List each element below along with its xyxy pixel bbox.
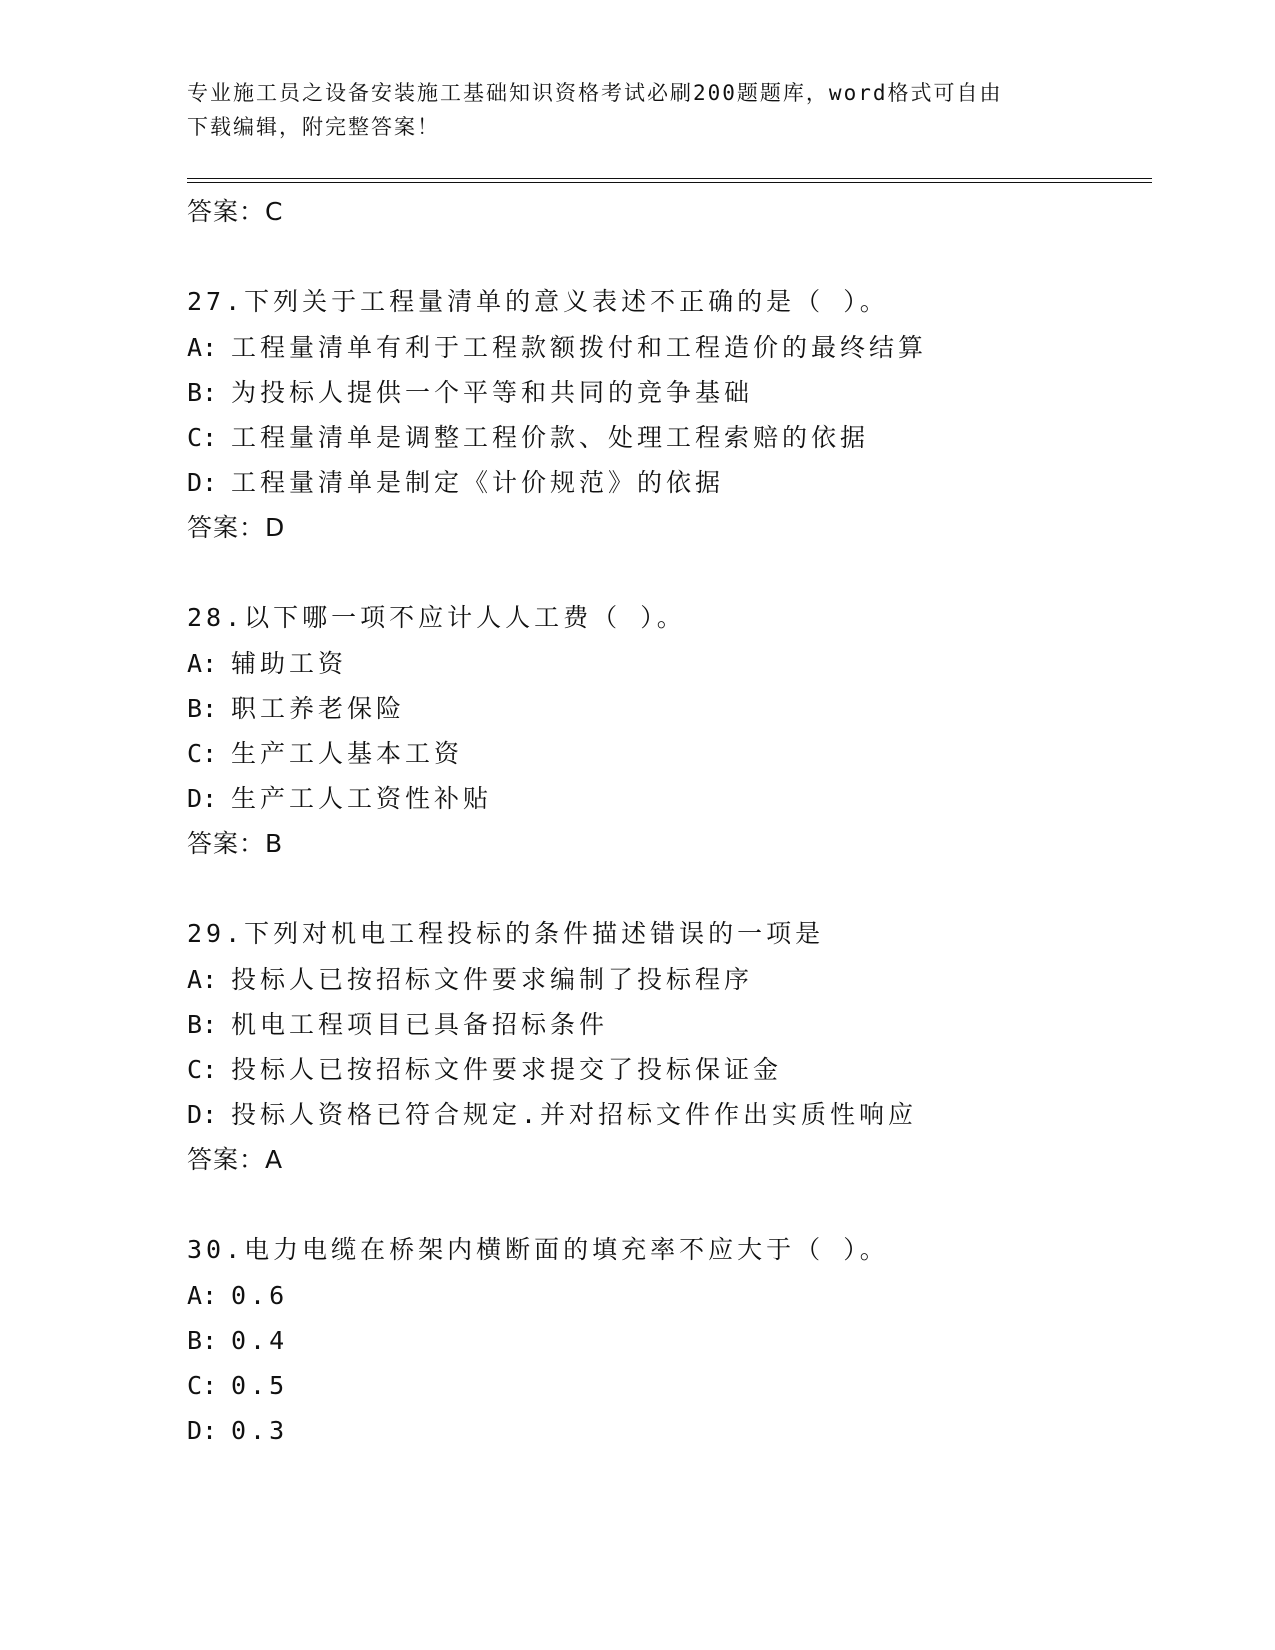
option-text: 0.5	[231, 1371, 289, 1400]
option-key: C:	[187, 1055, 218, 1084]
option-b	[187, 1318, 1152, 1363]
header-rule-bottom	[187, 182, 1152, 183]
option-key: C:	[187, 1371, 218, 1400]
option-d	[187, 776, 1152, 821]
option-a	[187, 957, 1152, 1002]
option-text: 为投标人提供一个平等和共同的竞争基础	[231, 378, 754, 407]
option-text: 投标人已按招标文件要求编制了投标程序	[231, 965, 754, 994]
answer: 答案：A	[187, 1145, 284, 1174]
option-a	[187, 325, 1152, 370]
option-c	[187, 1047, 1152, 1092]
option-a	[187, 1273, 1152, 1318]
option-key: B:	[187, 1326, 218, 1355]
option-key: D:	[187, 1100, 218, 1129]
option-d	[187, 460, 1152, 505]
option-d	[187, 1408, 1152, 1453]
option-text: 工程量清单是制定《计价规范》的依据	[231, 468, 725, 497]
question-27	[187, 279, 1152, 551]
option-text: 生产工人工资性补贴	[231, 784, 493, 813]
option-text: 工程量清单有利于工程款额拨付和工程造价的最终结算	[231, 333, 928, 362]
question-text: 27.下列关于工程量清单的意义表述不正确的是（ ）。	[187, 287, 889, 316]
question-28	[187, 595, 1152, 867]
option-text: 工程量清单是调整工程价款、处理工程索赔的依据	[231, 423, 870, 452]
option-key: D:	[187, 468, 218, 497]
option-key: B:	[187, 1010, 218, 1039]
question-30	[187, 1227, 1152, 1453]
question-29	[187, 911, 1152, 1183]
option-c	[187, 731, 1152, 776]
question-list	[187, 189, 1152, 1453]
option-text: 职工养老保险	[231, 694, 406, 723]
question-text: 29.下列对机电工程投标的条件描述错误的一项是	[187, 919, 825, 948]
option-b	[187, 1002, 1152, 1047]
question-text: 28.以下哪一项不应计人人工费（ ）。	[187, 603, 686, 632]
option-text: 辅助工资	[231, 649, 348, 678]
answer: 答案：B	[187, 829, 284, 858]
header-line-1: 专业施工员之设备安装施工基础知识资格考试必刷200题题库，word格式可自由	[187, 81, 1003, 105]
option-key: B:	[187, 694, 218, 723]
option-key: D:	[187, 784, 218, 813]
option-text: 0.3	[231, 1416, 289, 1445]
header-line-2: 下载编辑，附完整答案！	[187, 115, 440, 139]
option-c	[187, 1363, 1152, 1408]
option-key: C:	[187, 423, 218, 452]
option-key: C:	[187, 739, 218, 768]
option-a	[187, 641, 1152, 686]
option-key: B:	[187, 378, 218, 407]
option-text: 0.4	[231, 1326, 289, 1355]
answer: 答案：D	[187, 513, 286, 542]
answer-prev-question: 答案：C	[187, 197, 284, 226]
option-key: A:	[187, 1281, 218, 1310]
option-key: A:	[187, 333, 218, 362]
option-text: 投标人已按招标文件要求提交了投标保证金	[231, 1055, 783, 1084]
header-rule-top	[187, 178, 1152, 179]
document-header	[187, 76, 1067, 144]
option-text: 机电工程项目已具备招标条件	[231, 1010, 609, 1039]
option-b	[187, 370, 1152, 415]
option-text: 生产工人基本工资	[231, 739, 464, 768]
option-b	[187, 686, 1152, 731]
option-key: D:	[187, 1416, 218, 1445]
option-c	[187, 415, 1152, 460]
option-text: 投标人资格已符合规定.并对招标文件作出实质性响应	[231, 1100, 918, 1129]
question-text: 30.电力电缆在桥架内横断面的填充率不应大于（ ）。	[187, 1235, 889, 1264]
option-text: 0.6	[231, 1281, 289, 1310]
option-key: A:	[187, 649, 218, 678]
option-d	[187, 1092, 1152, 1137]
option-key: A:	[187, 965, 218, 994]
